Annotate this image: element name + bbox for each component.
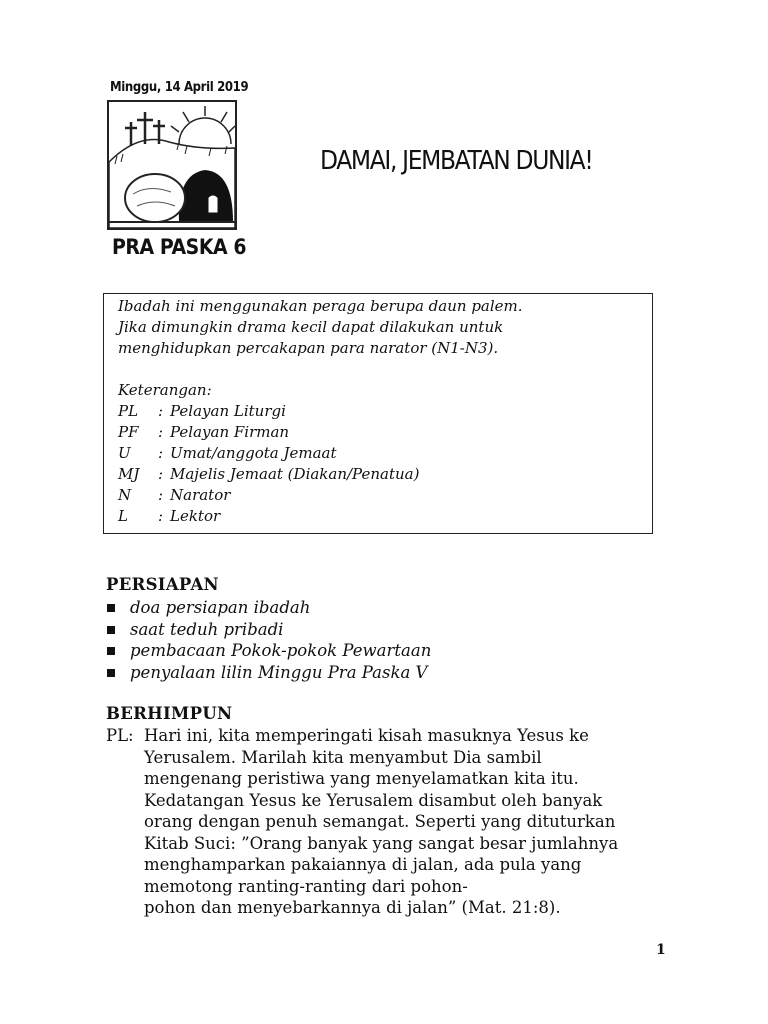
paragraph-line: Hari ini, kita memperingati kisah masuknya Yesus ke <box>144 726 589 745</box>
paragraph-line: orang dengan penuh semangat. Seperti yang dituturkan <box>144 812 616 831</box>
legend-sep: : <box>158 423 164 441</box>
paragraph-line: pohon dan menyebarkannya di jalan” (Mat. 21:8). <box>144 898 561 917</box>
section-heading-persiapan: PERSIAPAN <box>106 575 219 594</box>
list-item-text: penyalaan lilin Minggu Pra Paska V <box>130 662 428 682</box>
easter-tomb-illustration <box>107 100 237 230</box>
paragraph-line: Kitab Suci: ”Orang banyak yang sangat besar jumlahnya <box>144 833 619 853</box>
paragraph-line: Kedatangan Yesus ke Yerusalem disambut oleh banyak <box>144 790 603 810</box>
legend-sep: : <box>158 402 164 420</box>
list-item <box>106 597 431 619</box>
list-item-text: saat teduh pribadi <box>130 619 284 639</box>
legend-code: U <box>118 444 131 462</box>
intro-line: Ibadah ini menggunakan peraga berupa daun palem. <box>118 297 523 315</box>
legend-sep: : <box>158 507 164 525</box>
legend-row <box>118 443 652 464</box>
tomb-and-crosses-icon <box>109 102 235 228</box>
page-number: 1 <box>656 942 666 958</box>
service-date: Minggu, 14 April 2019 <box>110 80 249 95</box>
legend-code: PL <box>118 402 139 420</box>
speaker-label: PL: <box>106 726 134 745</box>
info-box <box>103 293 653 534</box>
series-title: PRA PASKA 6 <box>112 235 247 259</box>
legend-title: Keterangan: <box>118 381 212 399</box>
legend-row <box>118 506 652 527</box>
legend-code: N <box>118 486 132 504</box>
legend-row <box>118 464 652 485</box>
legend-sep: : <box>158 486 164 504</box>
list-item <box>106 619 431 641</box>
list-item <box>106 662 431 684</box>
intro-line: Jika dimungkin drama kecil dapat dilakukan untuk <box>118 318 504 336</box>
legend-code: PF <box>118 423 139 441</box>
paragraph-line: memotong ranting-ranting dari pohon- <box>144 876 468 896</box>
bullet-square-icon <box>107 626 115 634</box>
paragraph-line: Yerusalem. Marilah kita menyambut Dia sambil <box>144 747 542 767</box>
list-item-text: doa persiapan ibadah <box>130 598 311 617</box>
legend-sep: : <box>158 444 164 462</box>
legend-row <box>118 401 652 422</box>
bullet-square-icon <box>107 669 115 677</box>
legend-sep: : <box>158 465 164 483</box>
legend-desc: Pelayan Firman <box>170 423 290 441</box>
legend-desc: Majelis Jemaat (Diakan/Penatua) <box>170 465 420 483</box>
legend-code: L <box>118 507 128 525</box>
legend-row <box>118 422 652 443</box>
bullet-square-icon <box>107 604 115 612</box>
legend-desc: Pelayan Liturgi <box>170 402 286 420</box>
legend-desc: Narator <box>170 486 231 504</box>
paragraph-line: mengenang peristiwa yang menyelamatkan kita itu. <box>144 769 579 788</box>
legend-desc: Lektor <box>170 507 221 525</box>
legend-row <box>118 485 652 506</box>
list-item-text: pembacaan Pokok-pokok Pewartaan <box>130 641 432 660</box>
legend-code: MJ <box>118 465 140 483</box>
paragraph-line: menghamparkan pakaiannya di jalan, ada pula yang <box>144 855 582 874</box>
section-heading-berhimpun: BERHIMPUN <box>106 704 233 723</box>
list-item <box>106 640 431 662</box>
intro-line: menghidupkan percakapan para narator (N1-N3). <box>118 339 499 357</box>
liturgy-paragraph <box>106 725 666 919</box>
persiapan-list <box>106 597 431 683</box>
bullet-square-icon <box>107 647 115 655</box>
page-title: DAMAI, JEMBATAN DUNIA! <box>320 146 593 176</box>
legend-desc: Umat/anggota Jemaat <box>170 444 337 462</box>
